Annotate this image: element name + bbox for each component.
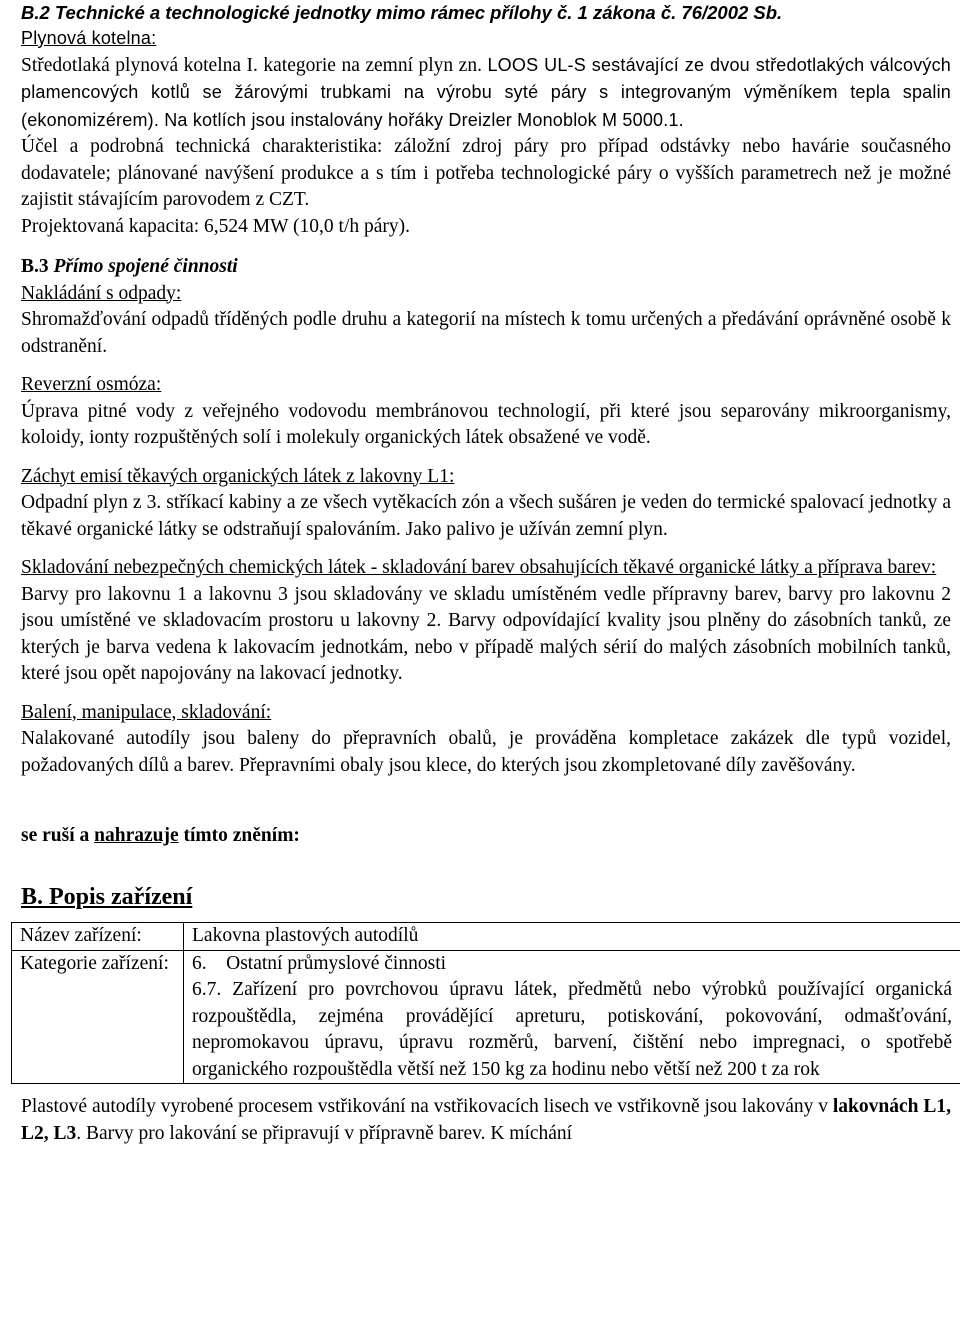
kotelna-desc-serif: Středotlaká plynová kotelna I. kategorie na zemní plyn zn. — [21, 54, 482, 76]
ucel-paragraph: Účel a podrobná technická charakteristika: záložní zdroj páry pro případ odstávky nebo havárie současného dodavatele; plánované navýšení produkce a s tím i potřeba technologické páry o vyšších parametrech než je možné zajistit stávajícím parovodem z CZT. — [21, 136, 951, 210]
name-label-cell: Název zařízení: — [12, 923, 184, 951]
footer-bold: lakovnách L1, L2, L3 — [21, 1096, 951, 1144]
footer-paragraph — [21, 1094, 951, 1147]
category-label-cell: Kategorie zařízení: — [12, 950, 184, 1084]
replace-part3: tímto zněním: — [178, 825, 300, 846]
b3-number: B.3 — [21, 256, 49, 277]
osmoza-heading: Reverzní osmóza: — [21, 374, 162, 395]
kapacita-line: Projektovaná kapacita: 6,524 MW (10,0 t/h páry). — [21, 215, 411, 237]
kotelna-heading: Plynová kotelna: — [21, 28, 157, 48]
table-row — [12, 950, 960, 1084]
skladovani-heading: Skladování nebezpečných chemických látek - skladování barev obsahujících těkavé organické látky a příprava barev: — [21, 557, 937, 578]
category-line-2: 6.7. Zařízení pro povrchovou úpravu látek, předmětů nebo výrobků používající organická rozpouštědla, zejména provádějící apreturu, potiskování, pokovování, odmašťování, nepromokavou úpravu, úpravu rozměrů, barvení, čištění nebo impregnaci, o spotřebě organického rozpouštědla větší než 150 kg za hodinu nebo větší než 200 t za rok — [192, 979, 952, 1080]
popis-heading-text: B. Popis zařízení — [21, 883, 193, 910]
equipment-table — [11, 922, 960, 1084]
emise-heading: Záchyt emisí těkavých organických látek z lakovny L1: — [21, 465, 455, 487]
odpady-text: Shromažďování odpadů tříděných podle druhu a kategorií na místech k tomu určených a předávání oprávněné osobě k odstranění. — [21, 309, 951, 357]
osmoza-text: Úprava pitné vody z veřejného vodovodu membránovou technologií, při které jsou separovány mikroorganismy, koloidy, ionty rozpuštěných solí i molekuly organických látek obsažené ve vodě. — [21, 400, 951, 448]
odpady-heading: Nakládání s odpady: — [21, 282, 182, 304]
document-page — [21, 0, 951, 1147]
category-line-1: 6. Ostatní průmyslové činnosti — [192, 952, 447, 974]
replace-part2: nahrazuje — [94, 825, 179, 846]
table-row — [12, 923, 960, 951]
replace-part1: se ruší a — [21, 825, 95, 846]
section-b3-title — [21, 254, 951, 281]
kotelna-description — [21, 52, 951, 135]
baleni-text: Nalakované autodíly jsou baleny do přepravních obalů, je prováděna kompletace zakázek dle typů vozidel, požadovaných dílů a barev. Přepravními obaly jsou klece, do kterých jsou zkompletované díly zavěšovány. — [21, 728, 951, 776]
name-value-cell: Lakovna plastových autodílů — [184, 923, 960, 951]
section-b2-title: B.2 Technické a technologické jednotky mimo rámec přílohy č. 1 zákona č. 76/2002 Sb. — [21, 2, 783, 23]
emise-text: Odpadní plyn z 3. stříkací kabiny a ze všech vytěkacích zón a všech sušáren je veden do termické spalovací jednotky a těkavé organické látky se odstraňují spalováním. Jako palivo je užíván zemní plyn. — [21, 492, 951, 540]
footer-text2: . Barvy pro lakování se připravují v přípravně barev. K míchání — [76, 1122, 573, 1144]
kotelna-desc-sans: LOOS UL-S sestávající ze dvou středotlakých válcových plamencových kotlů se žárovými trubkami na výrobu syté páry s integrovaným výměníkem tepla spalin (ekonomizérem). Na kotlích jsou instalovány hořáky Dreizler Monoblok M 5000.1. — [21, 54, 952, 130]
baleni-heading: Balení, manipulace, skladování: — [21, 701, 272, 723]
replacement-note — [21, 823, 951, 850]
footer-text1: Plastové autodíly vyrobené procesem vstřikování na vstřikovacích lisech ve vstřikovně jsou lakovány v — [21, 1096, 833, 1117]
popis-zarizeni-heading — [21, 884, 951, 911]
category-value-cell — [184, 950, 960, 1084]
b3-title-text: Přímo spojené činnosti — [53, 256, 238, 277]
skladovani-text: Barvy pro lakovnu 1 a lakovnu 3 jsou skladovány ve skladu umístěném vedle přípravny barev, barvy pro lakovnu 2 jsou umístěné ve skladovacím prostoru u lakovny 2. Barvy odpovídající kvality jsou plněny do zásobních tanků, ze kterých je barva vedena k lakovacím jednotkám, nebo v případě malých sérií do malých zásobních mobilních tanků, které jsou opět napojovány na lakovací jednotky. — [21, 583, 951, 684]
